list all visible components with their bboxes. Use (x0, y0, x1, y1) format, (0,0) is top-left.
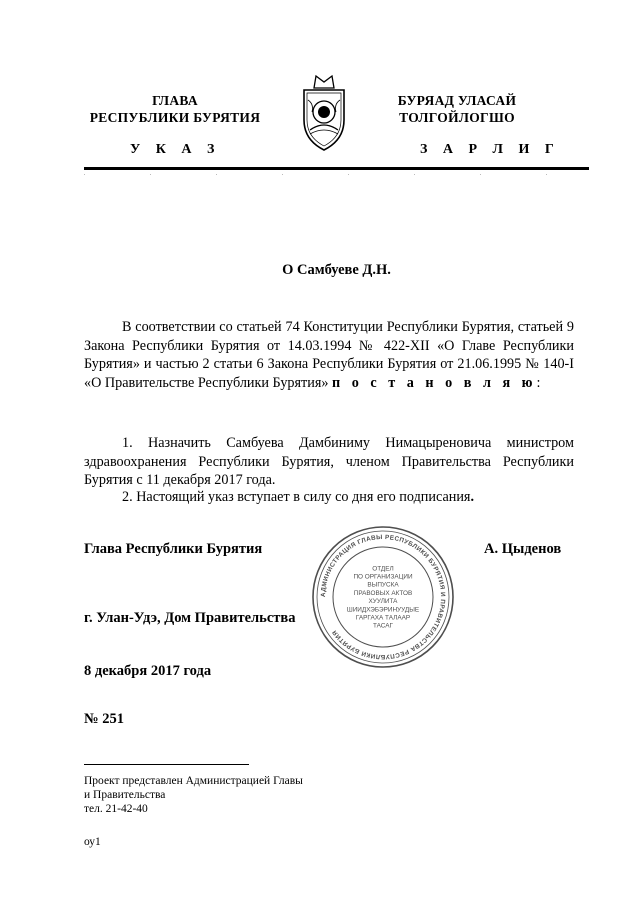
decree-title: О Самбуеве Д.Н. (282, 262, 391, 278)
decree-item-2 (84, 488, 574, 507)
footnote-line2: и Правительства (84, 789, 166, 801)
decree-colon: : (536, 374, 541, 391)
footnote-divider (84, 764, 249, 765)
header-left-line2: РЕСПУБЛИКИ БУРЯТИЯ (89, 110, 261, 125)
item2-end: . (470, 489, 475, 505)
footnote-line1: Проект представлен Администрацией Главы (84, 775, 303, 787)
coat-of-arms-icon (294, 74, 354, 154)
header-right-line2: ТОЛГОЙЛОГШО (399, 110, 515, 125)
stamp-center-line: ПО ОРГАНИЗАЦИИ (353, 573, 413, 581)
decree-intro-paragraph (84, 318, 574, 392)
item1-text: 1. Назначить Самбуева Дамбиниму Нимацыреновича министром здравоохранения Республики Бурятия, членом Правительства Республики Бурятия с 11 декабря 2017 года. (84, 435, 574, 488)
footnote-phone: тел. 21-42-40 (84, 803, 148, 815)
stamp-ring-text: АДМИНИСТРАЦИЯ ГЛАВЫ РЕСПУБЛИКИ БУРЯТИЯ И ПРАВИТЕЛЬСТВА РЕСПУБЛИКИ БУРЯТИЯ (319, 533, 447, 661)
header-right-line1: БУРЯАД УЛАСАЙ (397, 93, 517, 108)
header-left-title (80, 92, 270, 126)
intro-text: В соответствии со статьей 74 Конституции Республики Бурятия, статьей 9 Закона Республики Бурятия от 14.03.1994 № 422-XII «О Главе Республики Бурятия» и частью 2 статьи 6 Закона Республики Бурятия от 21.06.1995 № 140-I «О Правительстве Республики Бурятия» (84, 319, 574, 391)
document-code: оу1 (84, 836, 101, 848)
stamp-center-line: ВЫПУСКА (367, 581, 399, 589)
stamp-center-text (347, 565, 419, 629)
stamp-center-line: ОТДЕЛ (372, 565, 394, 573)
header-dotted-line (84, 174, 589, 175)
decree-number: № 251 (84, 711, 124, 727)
header-right-title (372, 92, 542, 126)
svg-text:АДМИНИСТРАЦИЯ ГЛАВЫ РЕСПУБЛИКИ (320, 534, 446, 660)
footnote (84, 774, 303, 816)
header-left-line1: ГЛАВА (152, 93, 198, 108)
signing-date: 8 декабря 2017 года (84, 663, 212, 679)
header-right-doc-type: З А Р Л И Г (420, 142, 560, 157)
stamp-center-line: ТАСАГ (372, 622, 394, 630)
decree-word: п о с т а н о в л я ю (332, 374, 537, 391)
official-stamp (310, 524, 456, 670)
header-divider (84, 167, 589, 170)
item2-text: 2. Настоящий указ вступает в силу со дня его подписания (122, 489, 471, 505)
stamp-center-line: ПРАВОВЫХ АКТОВ (353, 589, 413, 597)
signatory-name: А. Цыденов (484, 541, 562, 557)
stamp-center-line: ГАРГАХА ТАЛААР (355, 614, 411, 622)
signing-place: г. Улан-Удэ, Дом Правительства (84, 610, 296, 626)
stamp-center-line: ШИИДХЭБЭРИНУУДЫЕ (346, 606, 420, 614)
decree-item-1 (84, 434, 574, 490)
stamp-center-line: ХУУЛИТА (368, 598, 398, 606)
header-left-doc-type: У К А З (130, 142, 221, 157)
signatory-position: Глава Республики Бурятия (84, 541, 263, 557)
